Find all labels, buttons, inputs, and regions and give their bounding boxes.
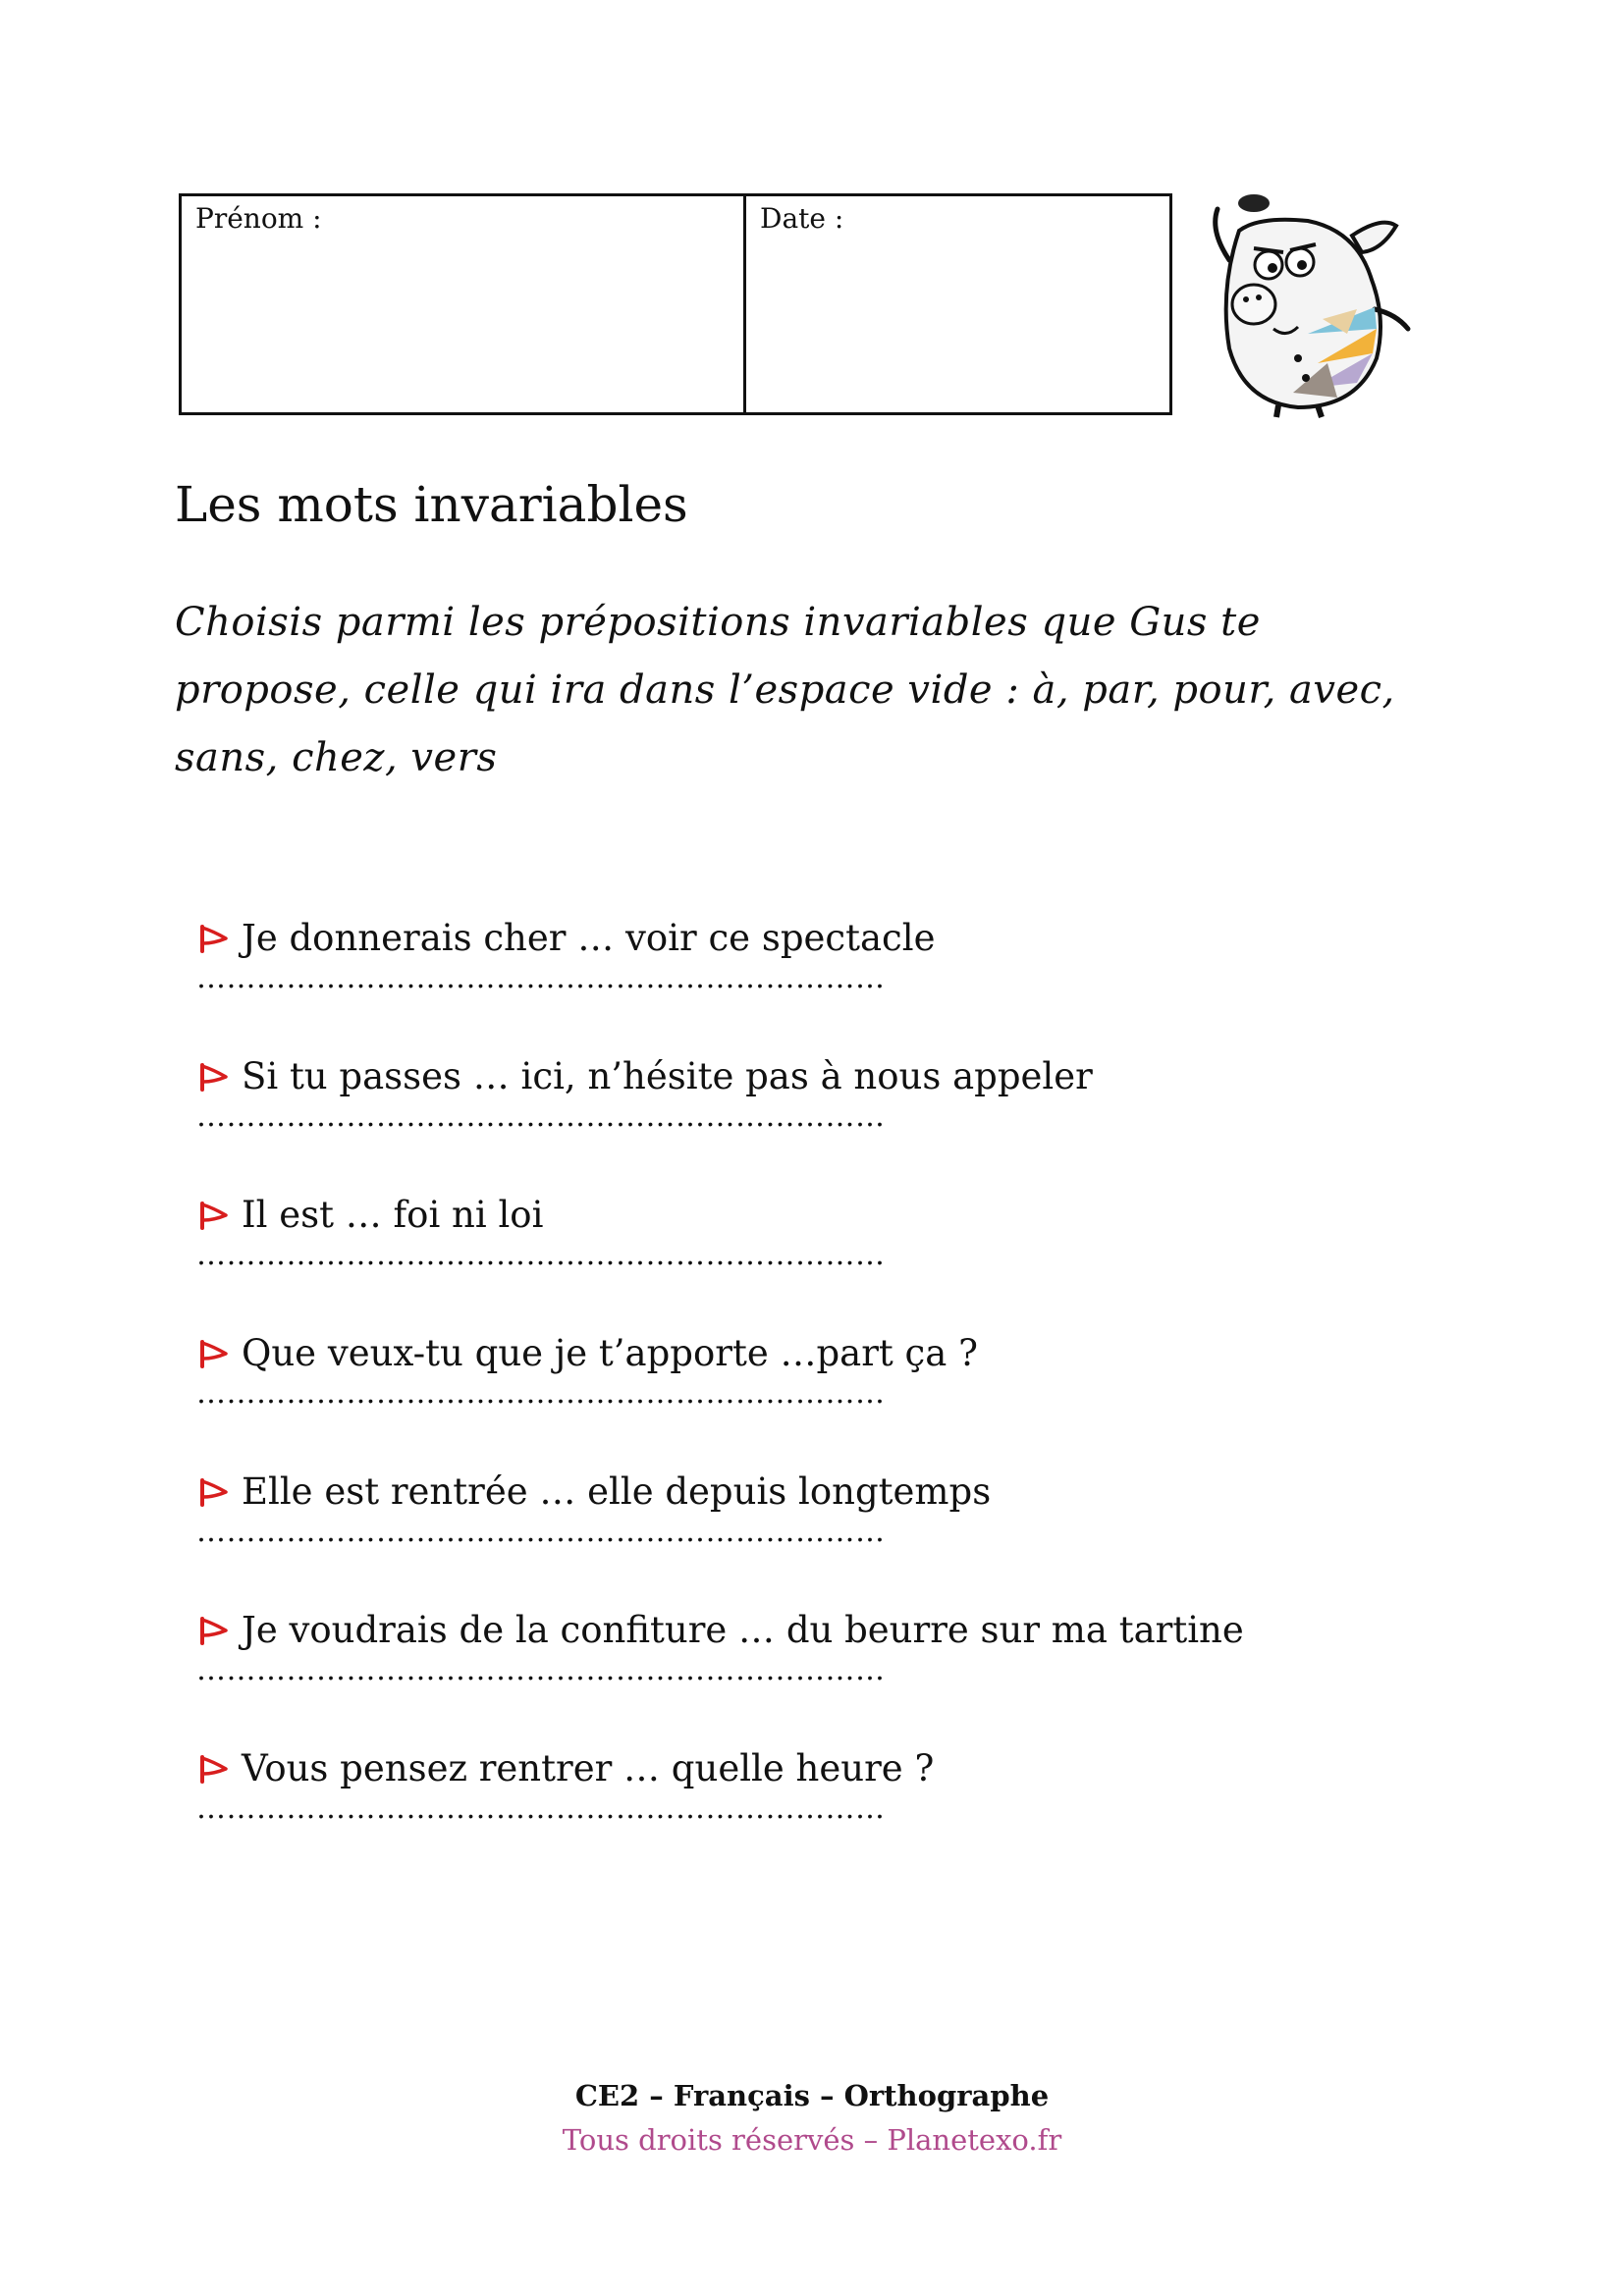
exercise-item-1 [196, 915, 1375, 993]
answer-line[interactable]: …………………………………………………………… [196, 1794, 886, 1824]
exercise-item-5 [196, 1468, 1375, 1547]
flag-icon [196, 1475, 230, 1509]
answer-line[interactable]: …………………………………………………………… [196, 1656, 886, 1685]
exercise-sentence: Je donnerais cher … voir ce spectacle [242, 917, 936, 959]
answer-line[interactable]: …………………………………………………………… [196, 1379, 886, 1409]
exercise-sentence: Si tu passes … ici, n’hésite pas à nous appeler [242, 1055, 1093, 1097]
date-cell[interactable] [746, 196, 1169, 412]
flag-icon [196, 1337, 230, 1370]
exercise-sentence: Vous pensez rentrer … quelle heure ? [242, 1747, 935, 1789]
exercise-sentence: Il est … foi ni loi [242, 1194, 544, 1236]
exercise-sentence: Je voudrais de la confiture … du beurre sur ma tartine [242, 1609, 1244, 1651]
flag-icon [196, 1614, 230, 1647]
sheep-mascot-icon [1200, 191, 1414, 419]
exercise-item-3 [196, 1192, 1375, 1270]
date-label: Date : [760, 202, 844, 235]
page-title: Les mots invariables [175, 476, 688, 533]
answer-line[interactable]: …………………………………………………………… [196, 964, 886, 993]
footer-subject: CE2 – Français – Orthographe [574, 2079, 1050, 2112]
flag-icon [196, 1752, 230, 1786]
instructions-text: Choisis parmi les prépositions invariables que Gus te propose, celle qui ira dans l’espace vide : à, par, pour, avec, sans, chez, vers [175, 600, 1395, 780]
flag-icon [196, 1199, 230, 1232]
flag-icon [196, 1060, 230, 1094]
answer-line[interactable]: …………………………………………………………… [196, 1518, 886, 1547]
name-label: Prénom : [195, 202, 322, 235]
exercise-sentence: Elle est rentrée … elle depuis longtemps [242, 1470, 992, 1513]
student-info-table [179, 193, 1172, 415]
answer-line[interactable]: …………………………………………………………… [196, 1241, 886, 1270]
exercise-item-7 [196, 1745, 1375, 1824]
exercise-item-6 [196, 1607, 1375, 1685]
answer-line[interactable]: …………………………………………………………… [196, 1102, 886, 1132]
name-cell[interactable] [182, 196, 746, 412]
flag-icon [196, 922, 230, 955]
exercise-item-2 [196, 1053, 1375, 1132]
exercise-sentence: Que veux-tu que je t’apporte …part ça ? [242, 1332, 978, 1374]
footer-copyright-link[interactable]: Tous droits réservés – Planetexo.fr [562, 2123, 1062, 2157]
exercise-item-4 [196, 1330, 1375, 1409]
